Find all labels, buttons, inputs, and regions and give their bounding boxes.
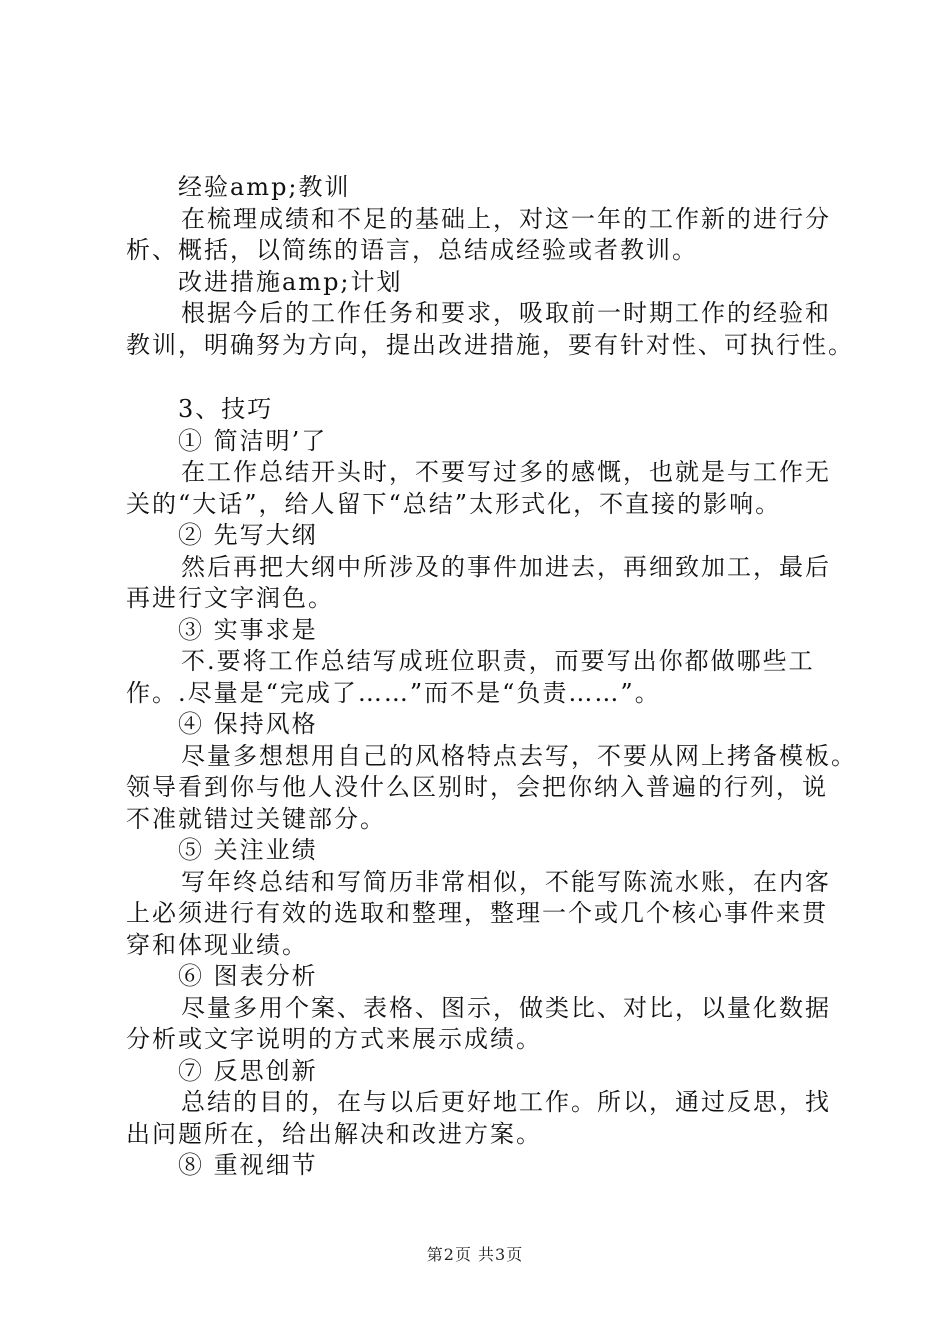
paragraph-spacer — [126, 361, 836, 394]
paragraph — [126, 867, 836, 962]
paragraph-line: 穿和体现业绩。 — [126, 930, 308, 959]
paragraph-line: 再进行文字润色。 — [126, 584, 334, 612]
paragraph-line: 在梳理成绩和不足的基础上，对这一年的工作新的进行分 — [181, 204, 831, 233]
section-heading: ② 先写大纲 — [178, 521, 318, 549]
paragraph-line: 总结的目的，在与以后更好地工作。所以，通过反思，找 — [181, 1088, 831, 1116]
paragraph-line: 领导看到你与他人没什么区别时，会把你纳入普遍的行列，说 — [126, 773, 828, 801]
paragraph — [126, 993, 836, 1056]
paragraph-line: 尽量多想想用自己的风格特点去写，不要从网上拷备模板。 — [181, 741, 857, 770]
document-body — [126, 172, 857, 1182]
paragraph-line: 不.要将工作总结写成班位职责，而要写出你都做哪些工 — [181, 647, 815, 675]
paragraph-line: 关的“大话”，给人留下“总结”太形式化，不直接的影响。 — [126, 489, 782, 518]
paragraph-line: 在工作总结开头时，不要写过多的感慨，也就是与工作无 — [181, 458, 831, 486]
paragraph — [126, 741, 857, 836]
paragraph-line: 作。.尽量是“完成了……”而不是“负责……”。 — [126, 678, 661, 707]
paragraph-line: 根据今后的工作任务和要求，吸取前一时期工作的经验和 — [181, 299, 831, 327]
paragraph-line: 教训，明确努为方向，提出改进措施，要有针对性、可执行性。 — [126, 330, 854, 359]
section-heading: ⑤ 关注业绩 — [178, 836, 318, 864]
paragraph-line: 写年终总结和写简历非常相似，不能写陈流水账，在内客 — [181, 867, 831, 896]
paragraph — [126, 646, 836, 709]
paragraph — [126, 204, 836, 267]
section-heading: ⑧ 重视细节 — [178, 1151, 318, 1179]
paragraph — [126, 1087, 836, 1150]
paragraph-line: 上必须进行有效的选取和整理，整理一个或几个核心事件来贯 — [126, 899, 828, 927]
section-heading: ⑥ 图表分析 — [178, 962, 318, 990]
section-heading: ③ 实事求是 — [178, 615, 318, 644]
paragraph-line: 尽量多用个案、表格、图示，做类比、对比，以量化数据 — [181, 993, 831, 1022]
paragraph-line: 分析或文字说明的方式来展示成绩。 — [126, 1025, 542, 1053]
paragraph — [126, 552, 836, 615]
paragraph — [126, 298, 854, 361]
section-heading: ⑦ 反思创新 — [178, 1056, 318, 1085]
paragraph-line: 不准就错过关键部分。 — [126, 804, 386, 833]
paragraph-line: 析、概括，以简练的语言，总结成经验或者教训。 — [126, 236, 698, 264]
section-heading: 经验amp;教训 — [178, 173, 351, 201]
paragraph — [126, 457, 836, 520]
paragraph-line: 出问题所在，给出解决和改进方案。 — [126, 1119, 542, 1148]
section-heading: 改进措施amp;计划 — [178, 267, 403, 296]
section-heading: 3、技巧 — [178, 395, 274, 423]
page-footer: 第2页 共3页 — [426, 1245, 524, 1264]
section-heading: ① 简洁明’了 — [178, 426, 328, 455]
section-heading: ④ 保持风格 — [178, 710, 318, 738]
paragraph-line: 然后再把大纲中所涉及的事件加进去，再细致加工，最后 — [181, 552, 831, 581]
